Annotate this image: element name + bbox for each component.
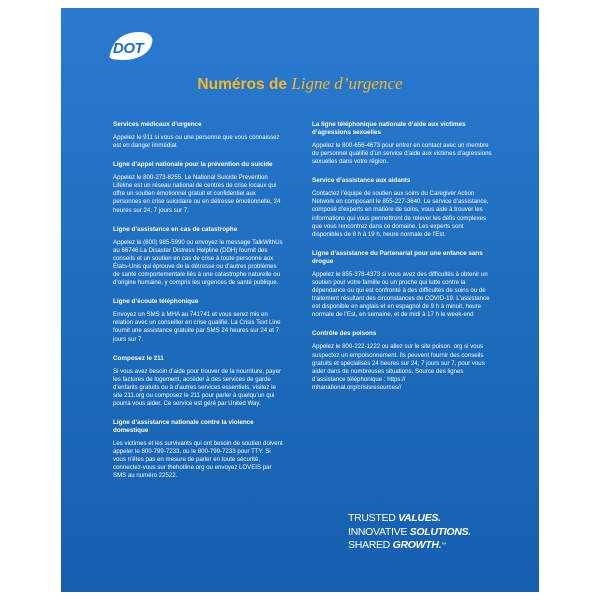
title-part-2: Ligne d’urgence <box>291 74 403 93</box>
tagline-emphasis: GROWTH. <box>392 539 442 551</box>
tagline-word: SHARED <box>348 539 390 551</box>
section-body: Appelez le 911 si vous ou une personne que vous connaissez est en danger immédiat <box>113 134 280 150</box>
section-heading: Ligne d’assistance nationale contre la violence domestique <box>113 419 254 435</box>
dot-logo-text: DOT <box>113 40 144 57</box>
flyer-sheet <box>61 8 539 592</box>
left-column <box>113 121 283 492</box>
section-heading: Ligne d’assistance du Partenariat pour une enfance sans drogue <box>312 249 483 265</box>
section-poison-control <box>312 330 492 392</box>
section-drug-free-kids <box>312 250 492 320</box>
section-heading: Ligne d’écoute téléphonique <box>113 298 199 306</box>
section-sexual-assault <box>312 121 492 166</box>
tagline-emphasis: SOLUTIONS. <box>409 525 471 538</box>
brand-tagline <box>348 512 478 553</box>
right-column <box>312 121 492 403</box>
section-body: Appelez le 800-656-4673 pour entrer en contact avec un membre du personnel qualifié d’un service d’aide aux victimes d’agressions sexuelles dans votre région.. <box>312 142 492 166</box>
title-part-1: Numéros de <box>197 76 287 93</box>
section-body: Envoyez un SMS à MHA au 741741 et vous serez mis en relation avec un conseiller en crise qualifié. La Crisis Text Line fournit une assistance gratuite par SMS 24 heures sur 24 et 7 jours sur 7. <box>113 311 281 343</box>
section-crisis-text-line <box>113 298 283 343</box>
section-heading: Service d’assistance aux aidants <box>312 177 411 185</box>
page-title <box>61 74 539 95</box>
tagline-line-2 <box>348 526 478 540</box>
section-body: Appelez le 800-273-8255. Le National Suicide Prevention Lifeline est un réseau national de centres de crise locaux qui offre un soutien émotionnel gratuit et confidentiel aux personnes en crise suicidaire ou en détresse émotionnelle, 24 heures sur 24, 7 jours sur 7. <box>113 174 281 214</box>
section-body: Les victimes et les survivants qui ont besoin de soutien doivent appeler le 800-799-7233, ou le 800-799-7233 pour TTY. Si vous n’êtes pas en mesure de parler en toute sécurité, connectez-vous sur thehotline.org ou envoyez LOVEIS par SMS au numéro 22522. <box>113 440 283 480</box>
tagline-word: TRUSTED <box>348 512 396 524</box>
section-disaster-distress <box>113 226 283 288</box>
section-body: Appelez le 855-378-4373 si vous avez des difficultés à obtenir un soutien pour votre famille ou un proche qui lutte contre la dépendance ou qui est confronté à des difficultés de soins ou de traitement résultant des circonstances de COVID-19. L’assistance est disponible en anglais et en espagnol de 9 h à minuit, heure normale de l’Est, en semaine, et de midi à 17 h le week-end <box>312 270 490 319</box>
tagline-emphasis: VALUES. <box>398 512 441 524</box>
tagline-line-3 <box>348 539 478 553</box>
section-heading: La ligne téléphonique nationale d’aide aux victimes d’agressions sexuelles <box>312 121 466 136</box>
section-suicide-prevention <box>113 161 283 214</box>
section-body: Appelez le 800-222-1222 ou allez sur le site poison. org si vous suspectez un empoisonnement. Ils peuvent fournir des conseils gratuits et spécialisés 24 heures sur 24, 7 jours sur 7, pour vous aider dans de nombreuses situations. Source des lignes d’assistance téléphonique : https:// mhanational.org/crisisresources// <box>312 343 485 391</box>
section-body: Si vous avez besoin d’aide pour trouver de la nourriture, payer les factures de logement, accéder à des services de garde d’enfants gratuits ou à d’autres services essentiels, visitez le site 211.org ou composez le 211 pour parler à quelqu’un qui pourra vous aider. Ce service est géré par United Way. <box>113 367 282 407</box>
section-body: Contactez l’équipe de soutien aux soins du Caregiver Action Network en composant le 855-227-3640. Le service d’assistance, composé d’experts en matière de soins, vous aide à trouver les informations qui vous permettront de relever les défis complexes que vous rencontrez dans ce domaine. Les experts sont disponibles de 8 h à 19 h, heure normale de l’Est. <box>312 190 489 238</box>
tagline-line-1 <box>348 512 478 526</box>
section-domestic-violence <box>113 419 283 480</box>
dot-logo-icon <box>105 29 155 63</box>
trademark-mark: ™ <box>441 542 446 548</box>
section-heading: Services médicaux d’urgence <box>113 121 202 128</box>
section-caregiver <box>312 177 492 239</box>
section-body: Appelez le (800) 985-5990 ou envoyez le message TalkWithUs au 66746.La Disaster Distress Helpline (DDH) fournit des conseils et un soutien en cas de crise à toute personne aux États-Unis qui éprouve de la détresse ou d’autres problèmes de santé comportementale liés à une catastrophe naturelle ou d’origine humaine, y compris les urgences de santé publique. <box>113 238 283 287</box>
tagline-word: INNOVATIVE <box>348 525 408 538</box>
section-emergency-medical <box>113 121 283 150</box>
section-heading: Composez le 211 <box>113 354 164 362</box>
section-heading: Contrôle des poisons <box>312 330 377 338</box>
dot-logo <box>105 29 155 63</box>
section-211 <box>113 355 283 408</box>
section-heading: Ligne d’assistance en cas de catastrophe <box>113 225 238 233</box>
section-heading: Ligne d’appel nationale pour la prévention du suicide <box>113 161 273 169</box>
